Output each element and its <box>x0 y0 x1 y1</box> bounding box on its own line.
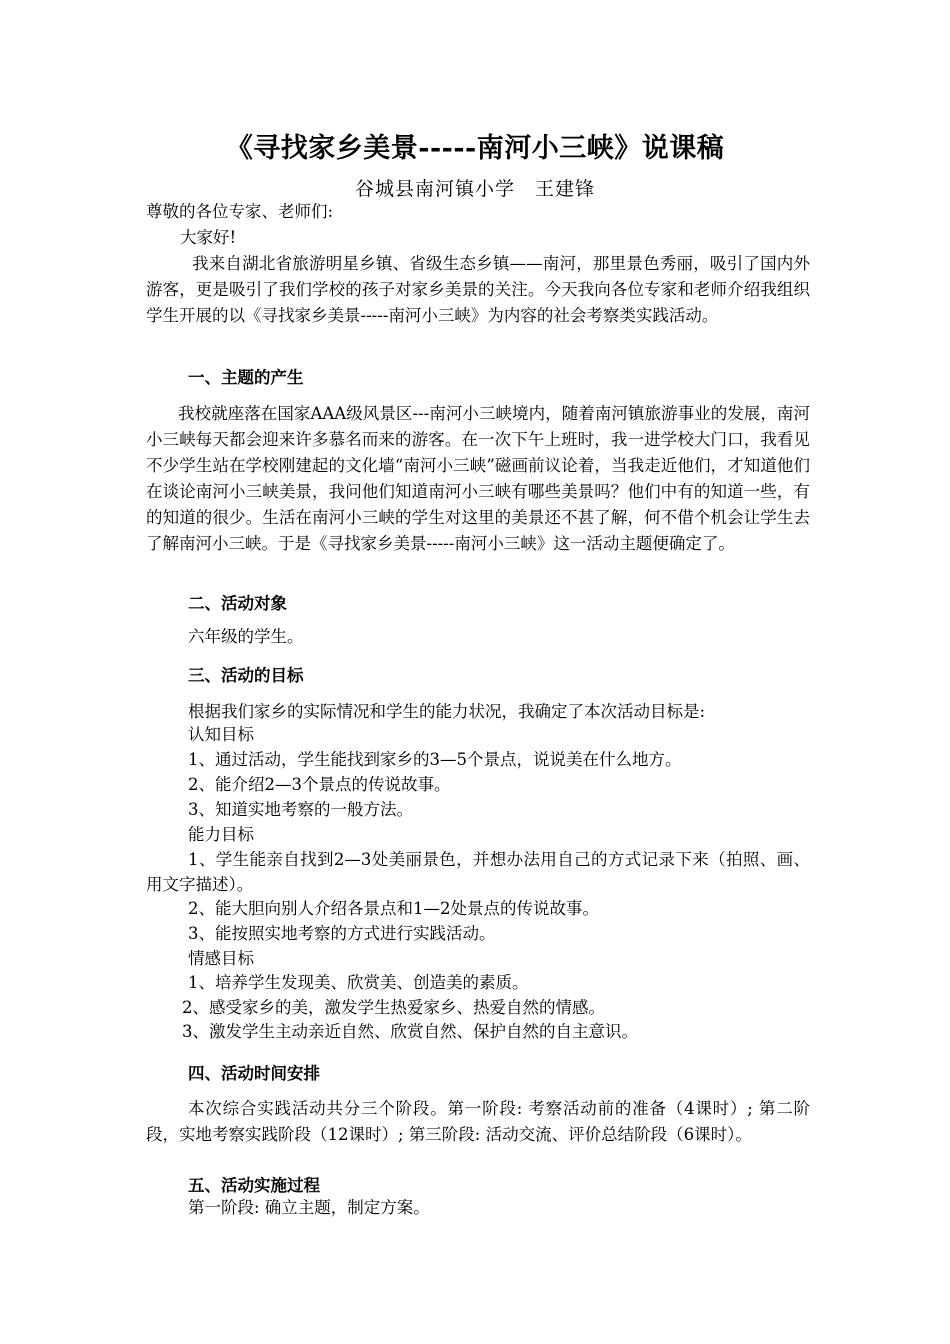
emotional-goal-item: 3、激发学生主动亲近自然、欣赏自然、保护自然的自主意识。 <box>182 1022 638 1041</box>
salutation: 尊敬的各位专家、老师们: <box>146 202 334 221</box>
section-4-heading: 四、活动时间安排 <box>188 1064 320 1083</box>
cognitive-goal-item: 2、能介绍2—3个景点的传说故事。 <box>188 775 451 794</box>
document-title: 《寻找家乡美景-----南河小三峡》说课稿 <box>225 133 725 164</box>
section-5-body: 第一阶段: 确立主题，制定方案。 <box>188 1198 430 1217</box>
emotional-goals-label: 情感目标 <box>188 949 254 968</box>
cognitive-goal-item: 3、知道实地考察的一般方法。 <box>188 800 413 819</box>
ability-goals-label: 能力目标 <box>188 825 254 844</box>
section-3-heading: 三、活动的目标 <box>188 666 304 685</box>
emotional-goal-item: 1、培养学生发现美、欣赏美、创造美的素质。 <box>188 973 529 992</box>
greeting: 大家好! <box>180 228 237 247</box>
ability-goal-item: 2、能大胆向别人介绍各景点和1—2处景点的传说故事。 <box>188 899 599 918</box>
section-1-heading: 一、主题的产生 <box>188 368 304 387</box>
intro-paragraph: 我来自湖北省旅游明星乡镇、省级生态乡镇——南河，那里景色秀丽，吸引了国内外游客，更是吸引了我们学校的孩子对家乡美景的关注。今天我向各位专家和老师介绍我组织学生开展的以《寻找家乡美景-----南河小三峡》为内容的社会考察类实践活动。 <box>146 254 810 325</box>
section-1-body: 我校就座落在国家AAA级风景区---南河小三峡境内，随着南河镇旅游事业的发展，南河小三峡每天都会迎来许多慕名而来的游客。在一次下午上班时，我一进学校大门口，我看见不少学生站在学校刚建起的文化墙“南河小三峡”磁画前议论着，当我走近他们，才知道他们在谈论南河小三峡美景，我问他们知道南河小三峡有哪些美景吗？他们中有的知道一些，有的知道的很少。生活在南河小三峡的学生对这里的美景还不甚了解，何不借个机会让学生去了解南河小三峡。于是《寻找家乡美景-----南河小三峡》这一活动主题便确定了。 <box>146 404 810 553</box>
section-2-body: 六年级的学生。 <box>188 627 304 646</box>
section-5-heading: 五、活动实施过程 <box>188 1176 320 1195</box>
ability-goal-item: 3、能按照实地考察的方式进行实践活动。 <box>188 924 496 943</box>
section-3-intro: 根据我们家乡的实际情况和学生的能力状况，我确定了本次活动目标是: <box>188 702 706 721</box>
author-line: 谷城县南河镇小学 王建锋 <box>354 178 595 200</box>
section-2-heading: 二、活动对象 <box>188 594 287 613</box>
ability-goal-item: 1、学生能亲自找到2—3处美丽景色，并想办法用自己的方式记录下来（拍照、画、用文字描述）。 <box>146 850 810 894</box>
cognitive-goal-item: 1、通过活动，学生能找到家乡的3—5个景点，说说美在什么地方。 <box>188 750 682 769</box>
cognitive-goals-label: 认知目标 <box>188 725 254 744</box>
emotional-goal-item: 2、感受家乡的美，激发学生热爱家乡、热爱自然的情感。 <box>182 998 605 1017</box>
section-4-body: 本次综合实践活动共分三个阶段。第一阶段: 考察活动前的准备（4课时）; 第二阶段，实地考察实践阶段（12课时）; 第三阶段: 活动交流、评价总结阶段（6课时）。 <box>146 1099 810 1144</box>
